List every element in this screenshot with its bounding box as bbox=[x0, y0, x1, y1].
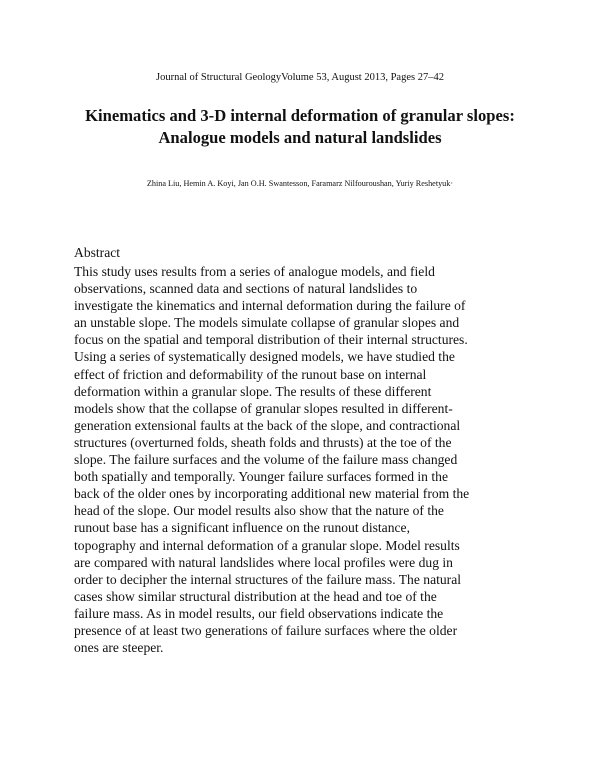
abstract-line: both spatially and temporally. Younger failure surfaces formed in the bbox=[74, 469, 448, 485]
abstract-line: presence of at least two generations of failure surfaces where the older bbox=[74, 622, 458, 638]
abstract-line: head of the slope. Our model results also show that the nature of the bbox=[74, 503, 444, 519]
abstract-line: generation extensional faults at the back of the slope, and contractional bbox=[74, 417, 461, 433]
abstract-line: are compared with natural landslides where local profiles were dug in bbox=[74, 554, 453, 570]
abstract-line: slope. The failure surfaces and the volume of the failure mass changed bbox=[74, 452, 458, 468]
author-list: Zhina Liu, Hemin A. Koyi, Jan O.H. Swantesson, Faramarz Nilfouroushan, Yuriy Reshetyuk· bbox=[146, 179, 454, 188]
paper-title bbox=[40, 105, 560, 149]
journal-citation: Journal of Structural GeologyVolume 53, August 2013, Pages 27–42 bbox=[156, 72, 444, 83]
paper-title-line: Analogue models and natural landslides bbox=[158, 128, 442, 147]
abstract-line: observations, scanned data and sections of natural landslides to bbox=[74, 281, 418, 297]
abstract-line: cases show similar structural distribution at the head and toe of the bbox=[74, 588, 437, 604]
abstract-line: ones are steeper. bbox=[74, 640, 164, 656]
abstract-heading: Abstract bbox=[74, 245, 121, 260]
abstract-line: runout base has a significant influence on the runout distance, bbox=[74, 520, 410, 536]
abstract-line: deformation within a granular slope. The results of these different bbox=[74, 383, 432, 399]
abstract-line: investigate the kinematics and internal deformation during the failure of bbox=[74, 298, 466, 314]
paper-title-line: Kinematics and 3-D internal deformation of granular slopes: bbox=[85, 106, 515, 125]
abstract-line: structures (overturned folds, sheath folds and thrusts) at the toe of the bbox=[74, 434, 452, 450]
abstract-line: Using a series of systematically designed models, we have studied the bbox=[74, 349, 455, 365]
abstract-body bbox=[74, 263, 536, 656]
abstract-line: effect of friction and deformability of the runout base on internal bbox=[74, 366, 427, 382]
abstract-line: failure mass. As in model results, our field observations indicate the bbox=[74, 605, 444, 621]
abstract-line: back of the older ones by incorporating additional new material from the bbox=[74, 486, 470, 502]
abstract-line: order to decipher the internal structures of the failure mass. The natural bbox=[74, 571, 462, 587]
abstract-line: This study uses results from a series of analogue models, and field bbox=[74, 264, 435, 279]
abstract-line: an unstable slope. The models simulate collapse of granular slopes and bbox=[74, 315, 460, 331]
abstract-line: models show that the collapse of granular slopes resulted in different- bbox=[74, 400, 453, 416]
abstract-line: topography and internal deformation of a granular slope. Model results bbox=[74, 537, 460, 553]
abstract-line: focus on the spatial and temporal distribution of their internal structures. bbox=[74, 332, 468, 348]
